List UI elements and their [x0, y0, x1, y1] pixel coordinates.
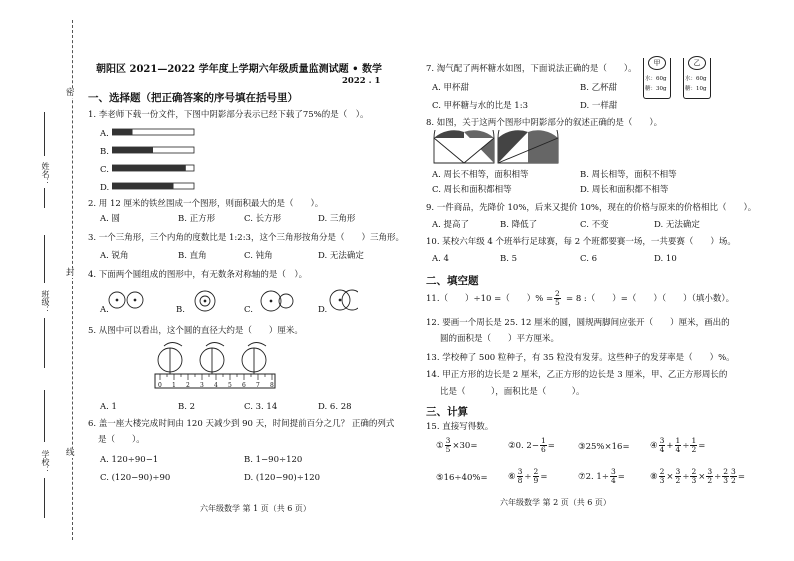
- q2-opt-c: C. 长方形: [244, 214, 282, 224]
- q8-shape-right: [498, 130, 558, 163]
- ruler-number: 0: [158, 382, 162, 389]
- q9-opt-c: C. 不变: [580, 220, 609, 230]
- name-line-2: [44, 188, 45, 208]
- cup-b-sugar: 糖：10g: [685, 86, 707, 92]
- calc-item-7: ⑦2. 1÷ $\frac{3}{4}$ =: [578, 467, 625, 485]
- q1-bar-c: [112, 165, 194, 171]
- footer-left: 六年级数学 第 1 页（共 6 页）: [200, 504, 311, 513]
- q3-opt-a: A. 锐角: [100, 251, 129, 261]
- cup-a-sugar: 糖：30g: [645, 86, 667, 92]
- q4-opt-c: C.: [244, 305, 253, 315]
- q9-text: 9. 一件商品，先降价 10%，后来又提价 10%，现在的价格与原来的价格相比（ ）。: [426, 203, 757, 213]
- ruler-number: 1: [172, 382, 176, 389]
- cup-a: [643, 58, 671, 99]
- binding-dashed-line: [72, 20, 73, 540]
- cup-b: [683, 58, 711, 99]
- q4-circle-figures: [108, 288, 358, 316]
- q8-shape-left: [434, 130, 494, 163]
- q4-opt-b: B.: [176, 305, 185, 315]
- q1-bar-b: [112, 147, 194, 153]
- q13-text: 13. 学校种了 500 粒种子，有 35 粒没有发芽。这些种子的发芽率是（ ）%。: [426, 353, 735, 363]
- q12-line2: 圆的面积是（ ）平方厘米。: [440, 334, 560, 344]
- q11-part1: 11.（ ）÷10 =（ ）% =: [426, 294, 554, 304]
- calc-item-8: ⑧ $\frac{2}{3}$ × $\frac{3}{2}$ ÷ $\frac{2}{3}$ × $\frac{3}{2}$ ÷ $\frac{2}{3}$ $\frac{3}{2}$ =: [650, 467, 745, 485]
- calc-item-5: ⑤16÷40%=: [436, 473, 488, 483]
- q7-opt-c: C. 甲杯糖与水的比是 1:3: [432, 101, 528, 111]
- q4-opt-a: A.: [100, 305, 109, 315]
- q4-figure-a: [109, 292, 143, 308]
- name-line: [44, 112, 45, 156]
- ruler-number: 4: [214, 382, 218, 389]
- q3-opt-d: D. 无法确定: [318, 251, 364, 261]
- q3-text: 3. 一个三角形，三个内角的度数比是 1:2:3，这个三角形按角分是（ ）三角形。: [88, 233, 404, 243]
- ruler-number: 2: [186, 382, 190, 389]
- footer-right: 六年级数学 第 2 页（共 6 页）: [500, 498, 611, 507]
- q6-opt-c: C. (120−90)÷90: [100, 473, 171, 483]
- school-line-2: [44, 478, 45, 518]
- q5-ruler-diagram: [150, 340, 280, 396]
- q7-opt-a: A. 甲杯甜: [432, 83, 470, 93]
- binding-feng: 封: [66, 268, 75, 278]
- q8-opt-c: C. 周长和面积都相等: [432, 185, 512, 195]
- school-label: 学校：: [41, 450, 50, 474]
- q4-figure-b: [195, 291, 215, 311]
- class-line: [44, 235, 45, 283]
- q1-opt-b: B.: [100, 147, 109, 157]
- q5-opt-a: A. 1: [100, 402, 117, 412]
- exam-date: 2022 . 1: [342, 76, 381, 86]
- q1-opt-d: D.: [100, 183, 110, 193]
- cup-a-water: 水：60g: [645, 76, 667, 82]
- q1-text: 1. 李老师下载一份文件，下图中阴影部分表示已经下载了75%的是（ ）。: [88, 110, 369, 120]
- calc-item-4: ④ $\frac{3}{4}$ + $\frac{1}{4}$ ÷ $\frac{1}{2}$ =: [650, 436, 706, 454]
- section2-title: 二、填空题: [426, 275, 479, 287]
- class-label: 班级：: [41, 290, 50, 314]
- class-line-2: [44, 318, 45, 368]
- ruler-number: 3: [200, 382, 204, 389]
- q1-bar-d: [112, 183, 194, 189]
- q2-opt-b: B. 正方形: [178, 214, 216, 224]
- q6-opt-a: A. 120÷90−1: [100, 455, 159, 465]
- q9-opt-d: D. 无法确定: [654, 220, 700, 230]
- q3-opt-b: B. 直角: [178, 251, 207, 261]
- section3-title: 三、计算: [426, 406, 468, 418]
- q8-text: 8. 如图，关于这两个图形中阴影部分的叙述正确的是（ ）。: [426, 118, 663, 128]
- q7-opt-b: B. 乙杯甜: [580, 83, 618, 93]
- q5-opt-d: D. 6. 28: [318, 402, 352, 412]
- cup-b-water: 水：60g: [685, 76, 707, 82]
- calc-item-2: ②0. 2− $\frac{1}{6}$ =: [508, 436, 555, 454]
- ruler-number: 8: [270, 382, 274, 389]
- q3-opt-c: C. 钝角: [244, 251, 273, 261]
- q4-text: 4. 下面两个圆组成的图形中，有无数条对称轴的是（ ）。: [88, 270, 308, 280]
- section1-title: 一、选择题（把正确答案的序号填在括号里）: [88, 92, 298, 104]
- q14-line2: 比是（ ），面积比是（ ）。: [440, 387, 585, 397]
- page-title: 朝阳区 2021—2022 学年度上学期六年级质量监测试题 • 数学: [96, 64, 382, 75]
- q10-opt-b: B. 5: [500, 254, 518, 264]
- ruler-number: 5: [228, 382, 232, 389]
- q8-shapes: [432, 130, 562, 166]
- q4-figure-c: [261, 291, 293, 311]
- calc-item-6: ⑥ $\frac{3}{8}$ ÷ $\frac{2}{9}$ =: [508, 467, 548, 485]
- school-line: [44, 390, 45, 442]
- q8-opt-a: A. 周长不相等，面积相等: [432, 170, 529, 180]
- q6-opt-d: D. (120−90)÷120: [244, 473, 321, 483]
- name-label: 姓名：: [41, 162, 50, 186]
- q7-opt-d: D. 一样甜: [580, 101, 618, 111]
- calc-item-1: ① $\frac{3}{5}$ ×30=: [436, 436, 478, 454]
- q4-figure-d: [330, 290, 358, 310]
- cup-b-label: 乙: [688, 56, 706, 70]
- q5-opt-b: B. 2: [178, 402, 196, 412]
- calc-item-3: ③25%×16=: [578, 442, 630, 452]
- q7-text: 7. 淘气配了两杯糖水如图，下面说法正确的是（ ）。: [426, 64, 637, 74]
- binding-xian: 线: [66, 448, 75, 458]
- q9-opt-a: A. 提高了: [432, 220, 470, 230]
- q10-opt-c: C. 6: [580, 254, 598, 264]
- q8-opt-d: D. 周长和面积都不相等: [580, 185, 669, 195]
- q2-opt-a: A. 圆: [100, 214, 121, 224]
- q8-opt-b: B. 周长相等，面积不相等: [580, 170, 677, 180]
- q2-text: 2. 用 12 厘米的铁丝围成一个图形，则面积最大的是（ ）。: [88, 199, 324, 209]
- q12-line1: 12. 要画一个周长是 25. 12 厘米的圆，圆规两脚间应张开（ ）厘米，画出的: [426, 318, 730, 328]
- q1-bar-a: [112, 129, 194, 135]
- q11-fraction: $\frac{2}{5}$: [555, 289, 560, 307]
- q14-line1: 14. 甲正方形的边长是 2 厘米，乙正方形的边长是 3 厘米，甲、乙正方形周长的: [426, 370, 728, 380]
- q5-text: 5. 从图中可以看出，这个圆的直径大约是（ ）厘米。: [88, 326, 303, 336]
- q10-opt-a: A. 4: [432, 254, 449, 264]
- q1-opt-c: C.: [100, 165, 109, 175]
- q5-opt-c: C. 3. 14: [244, 402, 278, 412]
- cup-a-label: 甲: [648, 56, 666, 70]
- q1-opt-a: A.: [100, 129, 109, 139]
- q9-opt-b: B. 降低了: [500, 220, 538, 230]
- q1-progress-bars: [112, 127, 212, 197]
- q11-part2: = 8 :（ ）=（ ）（ ）（填小数）。: [566, 294, 735, 304]
- q6-opt-b: B. 1−90÷120: [244, 455, 303, 465]
- q2-opt-d: D. 三角形: [318, 214, 356, 224]
- q6-text-line1: 6. 盖一座大楼完成时间由 120 天减少到 90 天，时间提前百分之几？ 正确的列式: [88, 419, 395, 429]
- ruler-number: 7: [256, 382, 260, 389]
- q10-text: 10. 某校六年级 4 个班举行足球赛，每 2 个班都要赛一场，一共要赛（ ）场。: [426, 237, 736, 247]
- ruler-number: 6: [242, 382, 246, 389]
- q15-text: 15. 直接写得数。: [426, 422, 494, 432]
- q4-opt-d: D.: [318, 305, 328, 315]
- q10-opt-d: D. 10: [654, 254, 677, 264]
- q6-text-line2: 是（ ）。: [98, 435, 145, 445]
- binding-mi: 密: [66, 88, 75, 98]
